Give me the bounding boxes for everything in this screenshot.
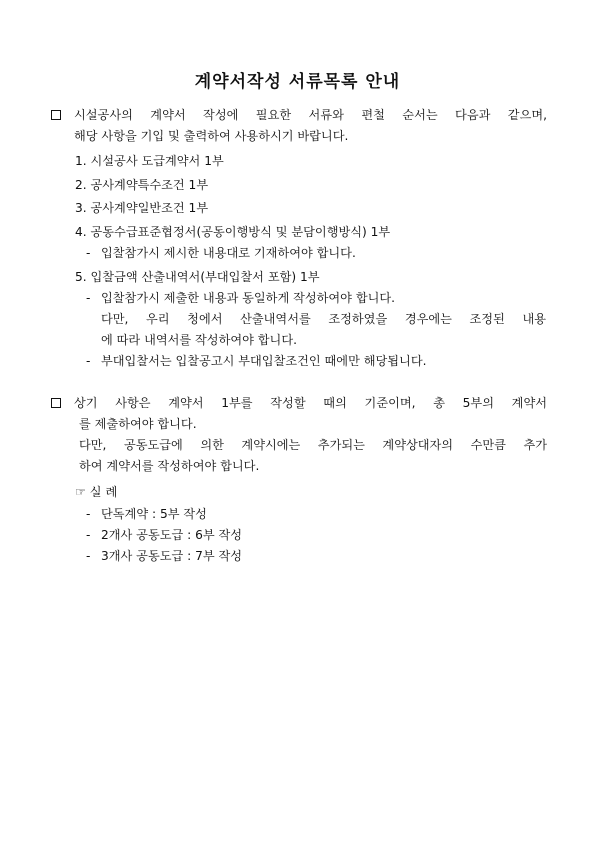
dash-bullet: - <box>86 528 91 542</box>
dash-bullet: - <box>86 507 91 521</box>
item4-note: 입찰참가시 제시한 내용대로 기재하여야 합니다. <box>101 246 356 260</box>
section2-line-4: 하여 계약서를 작성하여야 합니다. <box>79 459 260 473</box>
page-title: 계약서작성 서류목록 안내 <box>194 72 401 92</box>
item5-note-1: 입찰참가시 제출한 내용과 동일하게 작성하여야 합니다. <box>101 291 396 305</box>
list-item: 2. 공사계약특수조건 1부 <box>75 178 209 192</box>
dash-bullet: - <box>86 291 91 305</box>
example-item: 2개사 공동도급 : 6부 작성 <box>101 528 243 542</box>
intro-line-1: 시설공사의 계약서 작성에 필요한 서류와 편철 순서는 다음과 같으며, <box>74 108 547 122</box>
example-item: 3개사 공동도급 : 7부 작성 <box>101 549 243 563</box>
item5-note-1-cont-2: 에 따라 내역서를 작성하여야 합니다. <box>101 333 297 347</box>
example-heading: ☞ 실 례 <box>75 485 118 499</box>
section2-line-3: 다만, 공동도급에 의한 계약시에는 추가되는 계약상대자의 수만큼 추가 <box>79 438 547 452</box>
list-item: 5. 입찰금액 산출내역서(부대입찰서 포함) 1부 <box>75 270 320 284</box>
list-item: 3. 공사계약일반조건 1부 <box>75 201 209 215</box>
checkbox-icon <box>51 110 61 120</box>
item5-note-2: 부대입찰서는 입찰공고시 부대입찰조건인 때에만 해당됩니다. <box>101 354 427 368</box>
list-item: 4. 공동수급표준협정서(공동이행방식 및 분담이행방식) 1부 <box>75 225 391 239</box>
section2-line-2: 를 제출하여야 합니다. <box>79 417 197 431</box>
list-item: 1. 시설공사 도급계약서 1부 <box>75 154 224 168</box>
checkbox-icon <box>51 398 61 408</box>
dash-bullet: - <box>86 354 91 368</box>
intro-line-2: 해당 사항을 기입 및 출력하여 사용하시기 바랍니다. <box>74 129 349 143</box>
example-item: 단독계약 : 5부 작성 <box>101 507 207 521</box>
dash-bullet: - <box>86 246 91 260</box>
dash-bullet: - <box>86 549 91 563</box>
item5-note-1-cont-1: 다만, 우리 청에서 산출내역서를 조정하였을 경우에는 조정된 내용 <box>101 312 546 326</box>
section2-line-1: 상기 사항은 계약서 1부를 작성할 때의 기준이며, 총 5부의 계약서 <box>74 396 547 410</box>
